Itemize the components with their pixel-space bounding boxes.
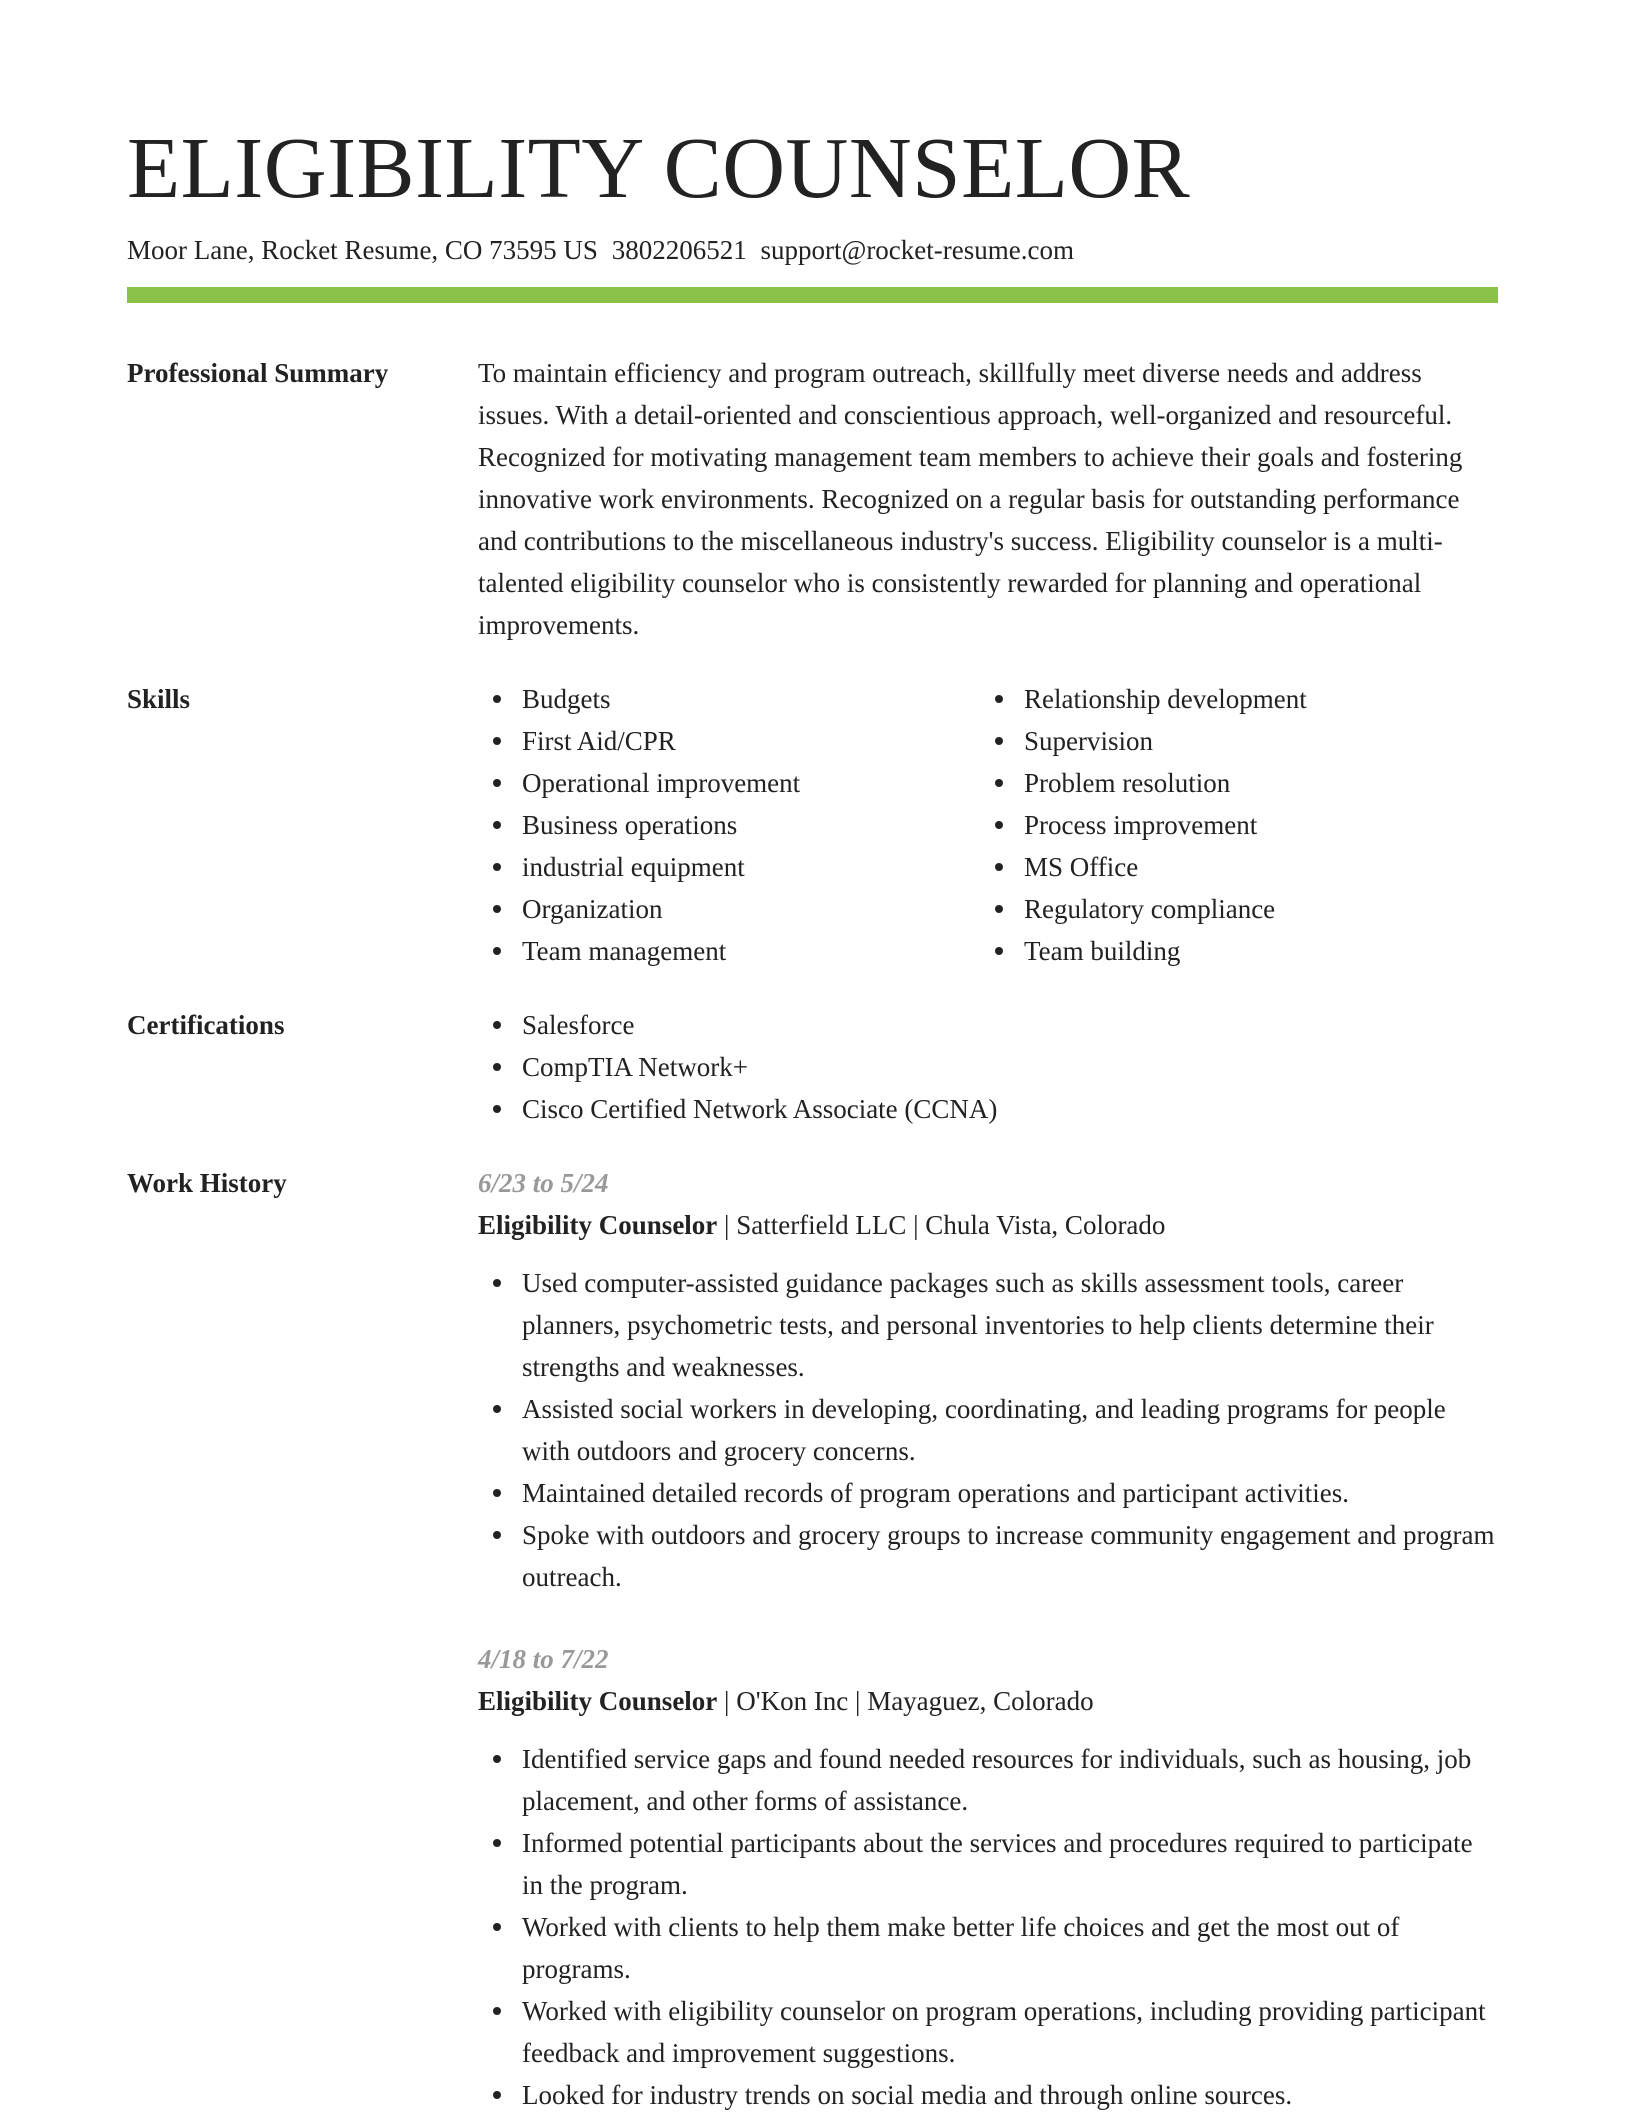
job-bullet: Identified service gaps and found needed resources for individuals, such as housing, job placement, and other forms of assistance. bbox=[478, 1738, 1498, 1822]
job-entry bbox=[478, 1162, 1498, 1598]
job-bullet: Spoke with outdoors and grocery groups to increase community engagement and program outreach. bbox=[478, 1514, 1498, 1598]
skills-list-left bbox=[478, 678, 980, 972]
job-bullet: Worked with clients to help them make better life choices and get the most out of programs. bbox=[478, 1906, 1498, 1990]
skill-item: Organization bbox=[478, 888, 980, 930]
contact-email: support@rocket-resume.com bbox=[760, 235, 1074, 265]
skill-item: First Aid/CPR bbox=[478, 720, 980, 762]
skill-item: Relationship development bbox=[980, 678, 1482, 720]
job-dates: 6/23 to 5/24 bbox=[478, 1168, 609, 1198]
summary-text: To maintain efficiency and program outreach, skillfully meet diverse needs and address issues. With a detail-oriented and conscientious approach, well-organized and resourceful. Recognized for motivating management team members to achieve their goals and fostering innovative work environments. Recognized on a regular basis for outstanding performance and contributions to the miscellaneous industry's success. Eligibility counselor is a multi-talented eligibility counselor who is consistently rewarded for planning and operational improvements. bbox=[478, 358, 1463, 640]
job-heading bbox=[478, 1680, 1498, 1722]
job-bullet: Worked with eligibility counselor on program operations, including providing participant feedback and improvement suggestions. bbox=[478, 1990, 1498, 2074]
skill-item: Regulatory compliance bbox=[980, 888, 1482, 930]
resume-page bbox=[127, 118, 1498, 2112]
job-bullet: Used computer-assisted guidance packages such as skills assessment tools, career planners, psychometric tests, and personal inventories to help clients determine their strengths and weaknesses. bbox=[478, 1262, 1498, 1388]
job-dates: 4/18 to 7/22 bbox=[478, 1644, 609, 1674]
skill-item: MS Office bbox=[980, 846, 1482, 888]
skills-section bbox=[127, 678, 1498, 972]
job-employer-location: | Satterfield LLC | Chula Vista, Colorado bbox=[717, 1210, 1166, 1240]
section-heading: Work History bbox=[127, 1168, 287, 1198]
skill-item: Problem resolution bbox=[980, 762, 1482, 804]
section-heading: Certifications bbox=[127, 1010, 285, 1040]
certification-item: Cisco Certified Network Associate (CCNA) bbox=[478, 1088, 1498, 1130]
job-bullet: Looked for industry trends on social media and through online sources. bbox=[478, 2074, 1498, 2112]
job-title: Eligibility Counselor bbox=[478, 1686, 718, 1716]
section-heading: Skills bbox=[127, 684, 191, 714]
job-employer-location: | O'Kon Inc | Mayaguez, Colorado bbox=[717, 1686, 1094, 1716]
candidate-name: ELIGIBILITY COUNSELOR bbox=[127, 119, 1191, 216]
section-heading: Professional Summary bbox=[127, 358, 389, 388]
job-bullets bbox=[478, 1738, 1498, 2112]
job-entry bbox=[478, 1638, 1498, 2112]
skill-item: Budgets bbox=[478, 678, 980, 720]
skill-item: industrial equipment bbox=[478, 846, 980, 888]
header-divider bbox=[127, 287, 1498, 303]
professional-summary-section bbox=[127, 352, 1498, 646]
certifications-list bbox=[478, 1004, 1498, 1130]
contact-address: Moor Lane, Rocket Resume, CO 73595 US bbox=[127, 235, 598, 265]
skill-item: Team management bbox=[478, 930, 980, 972]
certification-item: CompTIA Network+ bbox=[478, 1046, 1498, 1088]
job-bullet: Maintained detailed records of program operations and participant activities. bbox=[478, 1472, 1498, 1514]
contact-line bbox=[127, 233, 1498, 267]
skills-list-right bbox=[980, 678, 1482, 972]
contact-phone: 3802206521 bbox=[611, 235, 747, 265]
skill-item: Process improvement bbox=[980, 804, 1482, 846]
certification-item: Salesforce bbox=[478, 1004, 1498, 1046]
job-bullets bbox=[478, 1262, 1498, 1598]
skill-item: Supervision bbox=[980, 720, 1482, 762]
job-title: Eligibility Counselor bbox=[478, 1210, 718, 1240]
job-bullet: Informed potential participants about the services and procedures required to participate in the program. bbox=[478, 1822, 1498, 1906]
job-bullet: Assisted social workers in developing, coordinating, and leading programs for people with outdoors and grocery concerns. bbox=[478, 1388, 1498, 1472]
skill-item: Operational improvement bbox=[478, 762, 980, 804]
job-heading bbox=[478, 1204, 1498, 1246]
skill-item: Team building bbox=[980, 930, 1482, 972]
skills-grid bbox=[478, 678, 1498, 972]
certifications-section bbox=[127, 1004, 1498, 1130]
skill-item: Business operations bbox=[478, 804, 980, 846]
work-history-section bbox=[127, 1162, 1498, 2112]
